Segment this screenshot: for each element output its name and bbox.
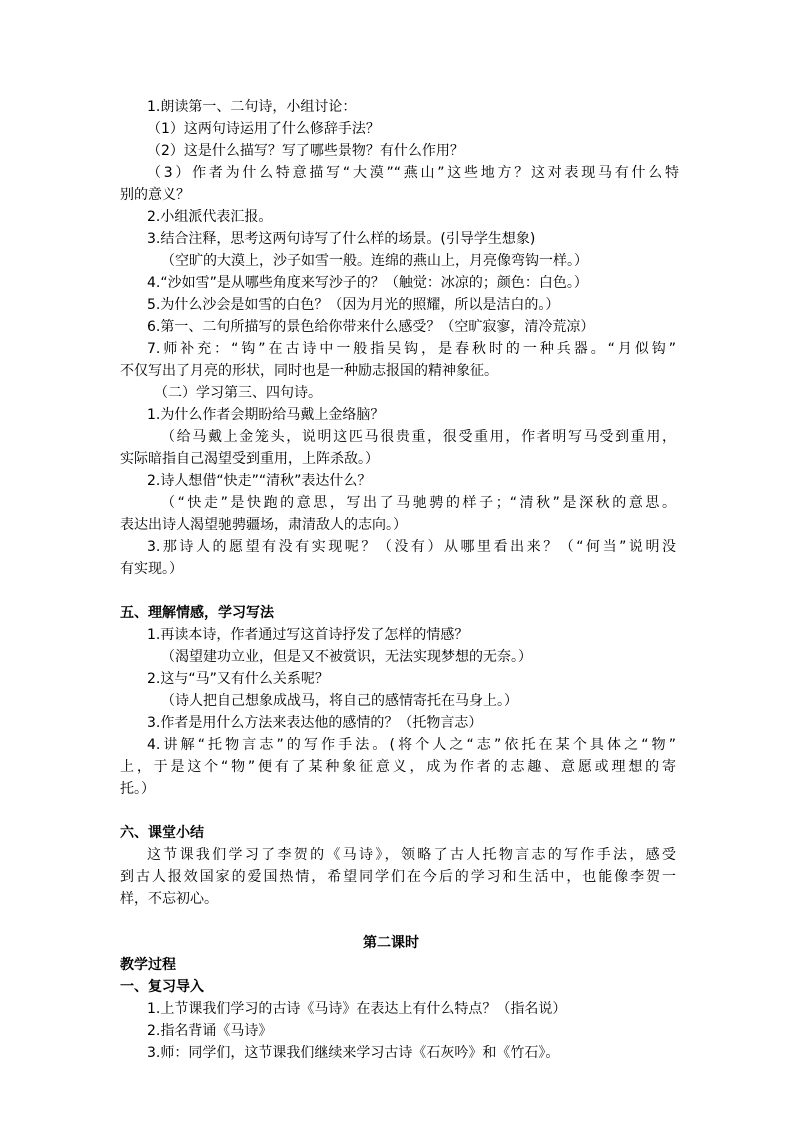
summary-paragraph-end: 样，不忘初心。 — [120, 891, 218, 907]
section-6-heading: 六、课堂小结 — [120, 825, 204, 841]
question-7-cont: 不仅写出了月亮的形状，同时也是一种励志报国的精神象征。 — [120, 363, 498, 379]
review-question-2: 2.指名背诵《马诗》 — [147, 1023, 273, 1039]
section-5-question-4-end: 托。） — [120, 781, 155, 797]
review-intro-heading: 一、复习导入 — [120, 979, 204, 995]
sub-question-3-cont: 有实现。） — [120, 561, 183, 577]
question-1-3-cont: 别的意义？ — [120, 187, 190, 203]
section-5-heading: 五、理解情感，学习写法 — [120, 605, 274, 621]
question-1-1: （1）这两句诗运用了什么修辞手法？ — [147, 121, 380, 137]
section-5-question-4: 4.讲解“托物言志”的写作手法。(将个人之“志”依托在某个具体之“物” — [147, 737, 676, 753]
subsection-2-heading: （二）学习第三、四句诗。 — [154, 385, 322, 401]
summary-paragraph: 这节课我们学习了李贺的《马诗》，领略了古人托物言志的写作手法，感受 — [147, 847, 676, 863]
answer-3: （空旷的大漠上，沙子如雪一般。连绵的燕山上，月亮像弯钩一样。） — [161, 253, 588, 269]
sub-answer-1: （给马戴上金笼头，说明这匹马很贵重，很受重用，作者明写马受到重用， — [161, 429, 676, 445]
question-1: 1.朗读第一、二句诗，小组讨论： — [147, 99, 357, 115]
sub-answer-1-cont: 实际暗指自己渴望受到重用，上阵杀敌。） — [120, 451, 379, 467]
sub-question-2: 2.诗人想借“快走”“清秋”表达什么？ — [147, 473, 372, 489]
question-4: 4.“沙如雪”是从哪些角度来写沙子的？（触觉：冰凉的；颜色：白色。） — [147, 275, 588, 291]
question-1-3: （3）作者为什么特意描写“大漠”“燕山”这些地方？这对表现马有什么特 — [147, 165, 679, 181]
section-5-answer-1: （渴望建功立业，但是又不被赏识，无法实现梦想的无奈。） — [161, 649, 532, 665]
section-5-question-3: 3.作者是用什么方法来表达他的感情的？（托物言志） — [147, 715, 483, 731]
question-2: 2.小组派代表汇报。 — [147, 209, 273, 225]
section-5-question-4-cont: 上，于是这个“物”便有了某种象征意义，成为作者的志趣、意愿或理想的寄 — [120, 759, 676, 775]
question-7: 7.师补充：“钩”在古诗中一般指吴钩，是春秋时的一种兵器。“月似钩” — [147, 341, 676, 357]
question-5: 5.为什么沙会是如雪的白色？（因为月光的照耀，所以是洁白的。） — [147, 297, 560, 313]
sub-question-3: 3.那诗人的愿望有没有实现呢？（没有）从哪里看出来？（“何当”说明没 — [147, 539, 676, 555]
lesson-2-title: 第二课时 — [363, 935, 419, 951]
section-5-question-1: 1.再读本诗，作者通过写这首诗抒发了怎样的情感？ — [147, 627, 469, 643]
question-6: 6.第一、二句所描写的景色给你带来什么感受？（空旷寂寥，清冷荒凉） — [147, 319, 595, 335]
question-1-2: （2）这是什么描写？写了哪些景物？有什么作用？ — [147, 143, 464, 159]
review-question-3: 3.师：同学们，这节课我们继续来学习古诗《石灰吟》和《竹石》。 — [147, 1045, 560, 1061]
sub-answer-2-cont: 表达出诗人渴望驰骋疆场，肃清敌人的志向。） — [120, 517, 407, 533]
section-5-answer-2: （诗人把自己想象成战马，将自己的感情寄托在马身上。） — [161, 693, 518, 709]
question-3: 3.结合注释，思考这两句诗写了什么样的场景。(引导学生想象) — [147, 231, 536, 247]
review-question-1: 1.上节课我们学习的古诗《马诗》在表达上有什么特点？（指名说） — [147, 1001, 567, 1017]
sub-answer-2: （“快走”是快跑的意思，写出了马驰骋的样子；“清秋”是深秋的意思。 — [161, 495, 676, 511]
section-5-question-2: 2.这与“马”又有什么关系呢？ — [147, 671, 329, 687]
teaching-process-heading: 教学过程 — [120, 957, 176, 973]
sub-question-1: 1.为什么作者会期盼给马戴上金络脑？ — [147, 407, 385, 423]
summary-paragraph-cont: 到古人报效国家的爱国热情，希望同学们在今后的学习和生活中，也能像李贺一 — [120, 869, 676, 885]
